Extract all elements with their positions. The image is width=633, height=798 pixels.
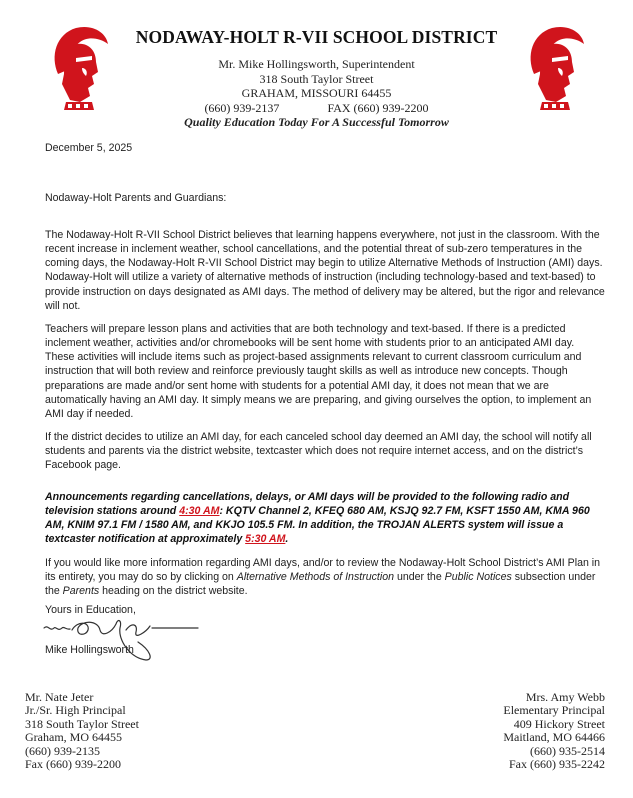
ami-reference: Alternative Methods of Instruction xyxy=(236,570,394,583)
principal-name: Mr. Nate Jeter xyxy=(25,690,94,704)
parents-reference: Parents xyxy=(62,585,100,598)
letterhead xyxy=(120,26,513,130)
public-notices-reference: Public Notices xyxy=(444,570,512,583)
district-fax: FAX (660) 939-2200 xyxy=(327,100,429,115)
district-city: GRAHAM, MISSOURI 64455 xyxy=(241,86,392,100)
letter-closing: Yours in Education, xyxy=(45,604,136,616)
signer-name: Mike Hollingsworth xyxy=(45,644,134,656)
announcement-text: Announcements regarding cancellations, delays, or AMI days will be provided to the following radio and television stations around xyxy=(45,490,570,517)
paragraph-ami-intro: The Nodaway-Holt R-VII School District believes that learning happens everywhere, not just in the classroom. With the recent increase in inclement weather, school cancellations, and the potential threat of sub-zero temperatures in the coming days, the Nodaway-Holt R-VII School District may begin to utilize Alternative Methods of Instruction (AMI) days. Nodaway-Holt will utilize a variety of alternative methods of instruction (including technology-based and text-based) to provide instruction on days designated as AMI days. The method of delivery may be altered, but the rigor and relevance will not. xyxy=(45,228,605,313)
announcement-text: : KQTV Channel 2, KFEQ 680 AM, KSJQ 92.7 FM, KSFT 1550 AM, KMA 960 AM, KNIM 97.1 FM / 1580 AM, and KKJO 105.5 FM. In addition, the TROJAN ALERTS system will issue a textcaster notification at approximately xyxy=(45,504,590,546)
principal-city: Graham, MO 64455 xyxy=(25,730,122,745)
paragraph-more-info xyxy=(45,556,605,599)
info-text: heading on the district website. xyxy=(99,585,248,598)
trojan-head-icon xyxy=(522,22,588,112)
trojan-head-icon xyxy=(46,22,112,112)
info-text: subsection under the xyxy=(45,570,596,598)
footer-highschool-principal xyxy=(25,691,139,771)
letter-date: December 5, 2025 xyxy=(45,142,133,154)
principal-city: Maitland, MO 64466 xyxy=(503,730,605,745)
principal-phone: (660) 939-2135 xyxy=(25,743,100,758)
paragraph-notification: If the district decides to utilize an AMI day, for each canceled school day deemed an AMI day, the school will notify all students and parents via the district website, textcaster which does not require internet access, and on the district’s Facebook page. xyxy=(45,430,592,472)
principal-street: 318 South Taylor Street xyxy=(25,716,139,731)
signature-icon xyxy=(42,614,200,664)
superintendent-name: Mr. Mike Hollingsworth, Superintendent xyxy=(218,57,415,71)
announcement-time-textcaster: 5:30 AM xyxy=(245,533,286,546)
district-title: NODAWAY-HOLT R-VII SCHOOL DISTRICT xyxy=(135,27,498,47)
principal-phone: (660) 935-2514 xyxy=(530,743,605,758)
announcement-time-radio: 4:30 AM xyxy=(179,504,220,517)
principal-name: Mrs. Amy Webb xyxy=(525,690,605,704)
principal-fax: Fax (660) 935-2242 xyxy=(509,757,605,772)
principal-title: Elementary Principal xyxy=(503,703,605,718)
district-phone: (660) 939-2137 xyxy=(204,100,280,115)
principal-title: Jr./Sr. High Principal xyxy=(25,703,126,718)
paragraph-announcements xyxy=(45,490,605,547)
principal-street: 409 Hickory Street xyxy=(513,716,605,731)
district-street: 318 South Taylor Street xyxy=(259,71,374,86)
letter-salutation: Nodaway-Holt Parents and Guardians: xyxy=(45,192,227,204)
district-motto: Quality Education Today For A Successful Tomorrow xyxy=(184,115,449,129)
info-text: under the xyxy=(394,570,445,583)
announcement-text: . xyxy=(285,533,289,546)
principal-fax: Fax (660) 939-2200 xyxy=(25,757,121,772)
district-contact xyxy=(120,101,513,116)
footer-elementary-principal xyxy=(503,691,605,771)
info-text: If you would like more information regarding AMI days, and/or to review the Nodaway-Holt School District’s AMI Plan in its entirety, you may do so by clicking on xyxy=(45,556,601,583)
paragraph-teacher-preparation: Teachers will prepare lesson plans and activities that are both technology and text-based. If there is a predicted inclement weather, activities and/or chromebooks will be sent home with students prior to an anticipated AMI day. These activities will include items such as project-based assignments relevant to current classroom curriculum and instruction that will both review and reinforce previously taught skills as well as introduce new concepts. Though preparations are made and/or sent home with students for a potential AMI day, it does not mean that we are automatically having an AMI day. It simply means we are preparing, and giving ourselves the option, to implement an AMI day if needed. xyxy=(45,322,592,421)
